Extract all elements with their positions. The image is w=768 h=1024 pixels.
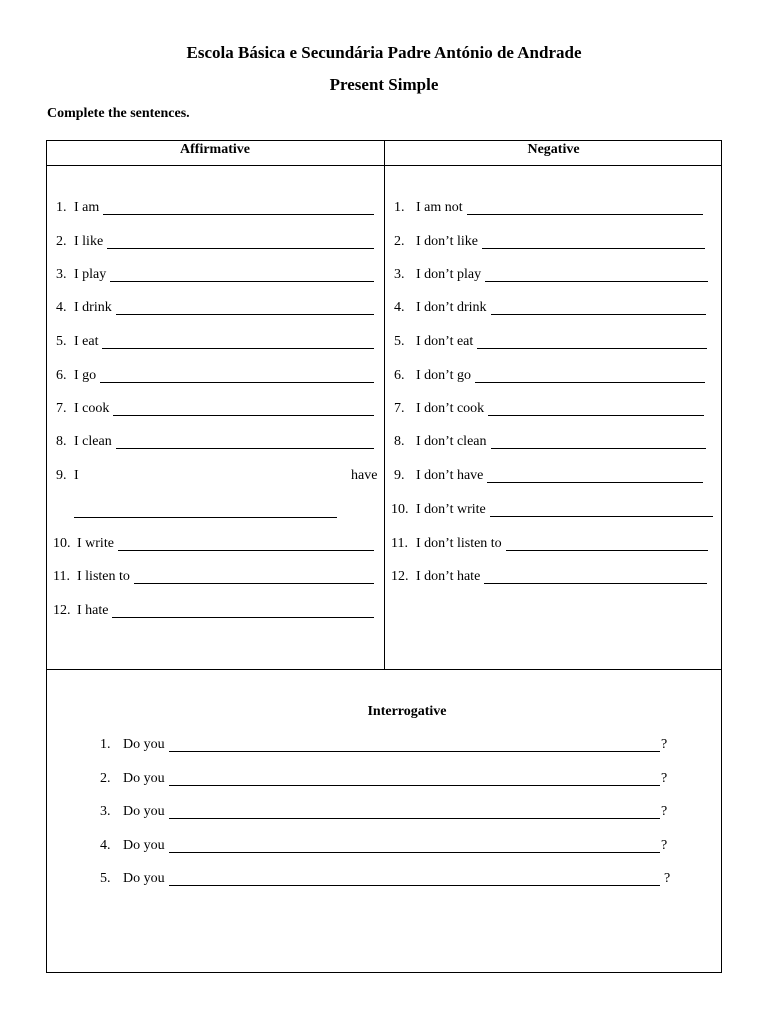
item-number: 3. bbox=[100, 804, 111, 819]
answer-blank[interactable] bbox=[118, 550, 374, 551]
item-number: 2. bbox=[394, 234, 405, 249]
item-prompt: I bbox=[74, 468, 79, 483]
answer-blank[interactable] bbox=[475, 382, 705, 383]
item-prompt: I drink bbox=[74, 300, 112, 315]
answer-blank[interactable] bbox=[110, 281, 374, 282]
negative-item bbox=[394, 333, 473, 351]
item-prompt: Do you bbox=[123, 771, 165, 786]
negative-item bbox=[394, 467, 483, 485]
negative-item bbox=[394, 400, 484, 418]
item-number: 4. bbox=[100, 838, 111, 853]
answer-blank[interactable] bbox=[169, 885, 660, 886]
interrogative-item bbox=[100, 837, 165, 855]
item-number: 6. bbox=[394, 368, 405, 383]
item-number: 4. bbox=[56, 300, 67, 315]
answer-blank[interactable] bbox=[487, 482, 703, 483]
answer-blank[interactable] bbox=[467, 214, 703, 215]
item-number: 3. bbox=[394, 267, 405, 282]
negative-item bbox=[391, 568, 480, 586]
negative-item bbox=[394, 199, 463, 217]
answer-blank[interactable] bbox=[169, 751, 660, 752]
affirmative-item bbox=[56, 266, 106, 284]
interrogative-item bbox=[100, 736, 165, 754]
affirmative-item bbox=[56, 299, 112, 317]
item-prompt: I don’t listen to bbox=[416, 536, 502, 551]
item-number: 6. bbox=[56, 368, 67, 383]
interrogative-item bbox=[100, 870, 165, 888]
answer-blank[interactable] bbox=[485, 281, 708, 282]
answer-blank[interactable] bbox=[116, 314, 374, 315]
item-prompt: I write bbox=[77, 536, 114, 551]
answer-blank[interactable] bbox=[113, 415, 374, 416]
interrogative-item bbox=[100, 770, 165, 788]
instruction: Complete the sentences. bbox=[47, 106, 190, 121]
item-prompt: I don’t eat bbox=[416, 334, 474, 349]
item-number: 12. bbox=[391, 569, 409, 584]
answer-blank[interactable] bbox=[477, 348, 707, 349]
answer-blank[interactable] bbox=[490, 516, 713, 517]
answer-blank[interactable] bbox=[103, 214, 374, 215]
item-prompt: Do you bbox=[123, 838, 165, 853]
answer-blank[interactable] bbox=[484, 583, 707, 584]
question-mark: ? bbox=[661, 737, 668, 752]
item-number: 1. bbox=[100, 737, 111, 752]
affirmative-item bbox=[56, 233, 103, 251]
answer-blank[interactable] bbox=[107, 248, 374, 249]
affirmative-item bbox=[53, 602, 108, 620]
item-number: 10. bbox=[53, 536, 71, 551]
answer-blank[interactable] bbox=[100, 382, 374, 383]
answer-blank[interactable] bbox=[134, 583, 374, 584]
negative-item bbox=[394, 433, 487, 451]
answer-blank[interactable] bbox=[491, 314, 706, 315]
item-number: 1. bbox=[394, 200, 405, 215]
negative-item bbox=[394, 233, 478, 251]
item-prompt: I go bbox=[74, 368, 97, 383]
item-number: 8. bbox=[56, 434, 67, 449]
question-mark: ? bbox=[661, 838, 668, 853]
item-number: 2. bbox=[100, 771, 111, 786]
item-number: 10. bbox=[391, 502, 409, 517]
item-prompt: I clean bbox=[74, 434, 112, 449]
item-prompt-tail: have bbox=[351, 468, 378, 483]
item-number: 8. bbox=[394, 434, 405, 449]
item-prompt: Do you bbox=[123, 871, 165, 886]
item-prompt: I eat bbox=[74, 334, 99, 349]
item-prompt: I hate bbox=[77, 603, 109, 618]
answer-blank[interactable] bbox=[491, 448, 706, 449]
item-prompt: I don’t drink bbox=[416, 300, 487, 315]
item-number: 5. bbox=[394, 334, 405, 349]
item-number: 4. bbox=[394, 300, 405, 315]
question-mark: ? bbox=[664, 871, 671, 886]
affirmative-item bbox=[53, 535, 114, 553]
item-number: 12. bbox=[53, 603, 71, 618]
item-number: 7. bbox=[394, 401, 405, 416]
affirmative-item bbox=[56, 467, 79, 485]
item-prompt: Do you bbox=[123, 737, 165, 752]
item-prompt: I don’t play bbox=[416, 267, 482, 282]
answer-blank[interactable] bbox=[112, 617, 374, 618]
item-prompt: I cook bbox=[74, 401, 110, 416]
item-number: 9. bbox=[394, 468, 405, 483]
negative-item bbox=[394, 367, 471, 385]
item-prompt: I am bbox=[74, 200, 100, 215]
item-prompt: I don’t have bbox=[416, 468, 484, 483]
item-prompt: I don’t write bbox=[416, 502, 486, 517]
affirmative-item bbox=[53, 568, 130, 586]
item-prompt: I don’t like bbox=[416, 234, 478, 249]
item-number: 1. bbox=[56, 200, 67, 215]
affirmative-heading: Affirmative bbox=[180, 142, 250, 157]
item-number: 11. bbox=[53, 569, 70, 584]
answer-blank[interactable] bbox=[506, 550, 708, 551]
affirmative-item bbox=[56, 367, 96, 385]
item-prompt: I don’t go bbox=[416, 368, 471, 383]
column-divider bbox=[384, 140, 385, 670]
answer-blank[interactable] bbox=[116, 448, 374, 449]
affirmative-item bbox=[56, 333, 98, 351]
item-number: 7. bbox=[56, 401, 67, 416]
negative-item bbox=[394, 266, 481, 284]
answer-blank[interactable] bbox=[488, 415, 704, 416]
affirmative-item bbox=[56, 433, 112, 451]
answer-blank[interactable] bbox=[169, 785, 660, 786]
answer-blank[interactable] bbox=[102, 348, 374, 349]
item-number: 3. bbox=[56, 267, 67, 282]
item-prompt: I am not bbox=[416, 200, 463, 215]
interrogative-item bbox=[100, 803, 165, 821]
item-number: 5. bbox=[56, 334, 67, 349]
answer-blank[interactable] bbox=[169, 852, 660, 853]
school-name: Escola Básica e Secundária Padre António de Andrade bbox=[186, 43, 582, 62]
section-divider bbox=[46, 669, 722, 670]
item-prompt: I listen to bbox=[77, 569, 130, 584]
answer-blank[interactable] bbox=[74, 517, 337, 518]
item-prompt: I don’t cook bbox=[416, 401, 485, 416]
item-number: 5. bbox=[100, 871, 111, 886]
answer-blank[interactable] bbox=[482, 248, 705, 249]
item-prompt: I don’t hate bbox=[416, 569, 481, 584]
question-mark: ? bbox=[661, 771, 668, 786]
worksheet-title: Present Simple bbox=[329, 75, 439, 94]
negative-heading: Negative bbox=[527, 142, 580, 157]
item-prompt: I play bbox=[74, 267, 107, 282]
question-mark: ? bbox=[661, 804, 668, 819]
item-prompt: I like bbox=[74, 234, 104, 249]
affirmative-item bbox=[56, 400, 109, 418]
affirmative-item bbox=[56, 199, 99, 217]
item-number: 9. bbox=[56, 468, 67, 483]
interrogative-heading: Interrogative bbox=[367, 704, 447, 719]
negative-item bbox=[391, 535, 502, 553]
item-number: 11. bbox=[391, 536, 408, 551]
answer-blank[interactable] bbox=[169, 818, 660, 819]
item-number: 2. bbox=[56, 234, 67, 249]
negative-item bbox=[394, 299, 487, 317]
item-prompt: Do you bbox=[123, 804, 165, 819]
item-prompt: I don’t clean bbox=[416, 434, 487, 449]
negative-item bbox=[391, 501, 486, 519]
